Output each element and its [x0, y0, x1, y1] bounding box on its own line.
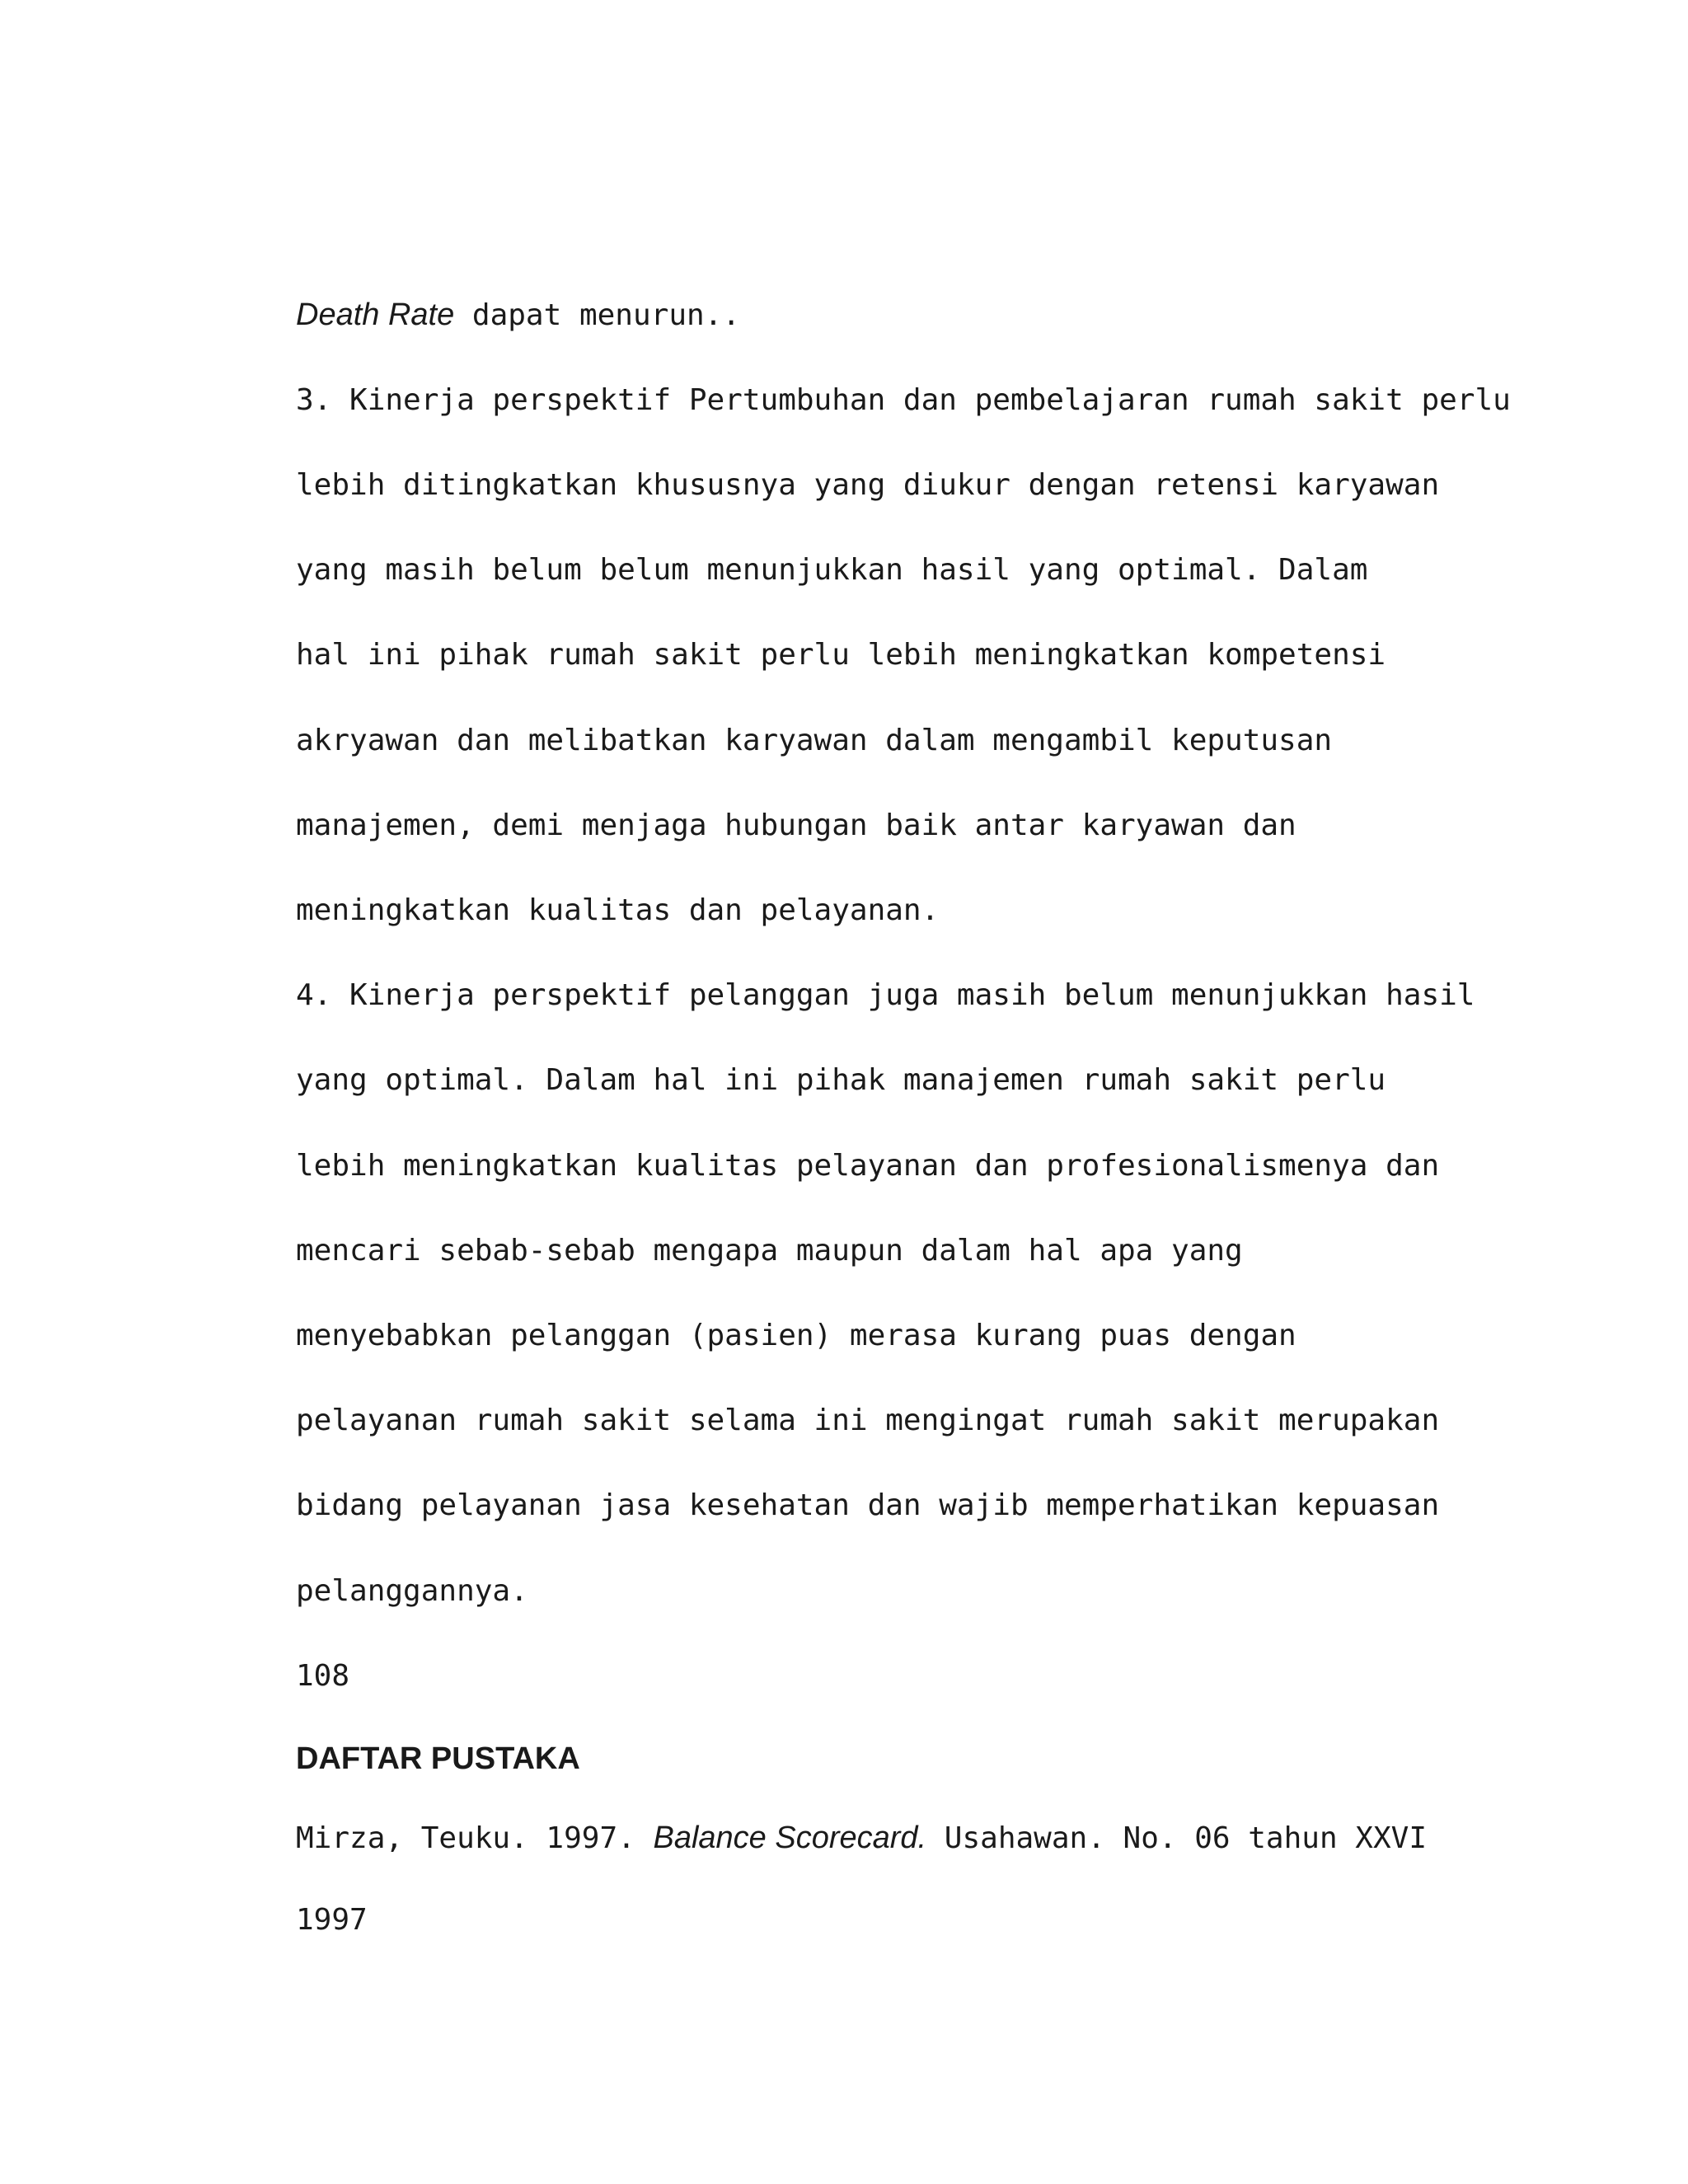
paragraph-line: lebih meningkatkan kualitas pelayanan dan profesionalismenya dan — [296, 1149, 1440, 1183]
paragraph-line: mencari sebab-sebab mengapa maupun dalam hal apa yang — [296, 1234, 1243, 1268]
paragraph-line: bidang pelayanan jasa kesehatan dan wajib memperhatikan kepuasan — [296, 1488, 1440, 1522]
reference-continuation: 1997 — [296, 1903, 368, 1937]
reference-entry — [296, 1818, 1427, 1858]
paragraph-line: 4. Kinerja perspektif pelanggan juga masih belum menunjukkan hasil — [296, 978, 1475, 1012]
references-heading: DAFTAR PUSTAKA — [296, 1741, 580, 1776]
paragraph-line: manajemen, demi menjaga hubungan baik antar karyawan dan — [296, 808, 1296, 842]
paragraph-line: meningkatkan kualitas dan pelayanan. — [296, 893, 940, 927]
paragraph-line: pelayanan rumah sakit selama ini mengingat rumah sakit merupakan — [296, 1404, 1440, 1437]
reference-author: Mirza, Teuku. 1997. — [296, 1821, 654, 1855]
paragraph-line: pelanggannya. — [296, 1574, 528, 1608]
paragraph-line: lebih ditingkatkan khususnya yang diukur dengan retensi karyawan — [296, 468, 1440, 502]
paragraph-line: yang optimal. Dalam hal ini pihak manajemen rumah sakit perlu — [296, 1063, 1386, 1097]
paragraph-line: hal ini pihak rumah sakit perlu lebih meningkatkan kompetensi — [296, 638, 1386, 672]
paragraph-line: 3. Kinerja perspektif Pertumbuhan dan pembelajaran rumah sakit perlu — [296, 383, 1511, 417]
reference-title: Balance Scorecard. — [653, 1821, 927, 1855]
paragraph-line: yang masih belum belum menunjukkan hasil yang optimal. Dalam — [296, 553, 1368, 587]
page-number: 108 — [296, 1659, 350, 1693]
paragraph-line — [296, 295, 740, 335]
line-text: dapat menurun.. — [454, 298, 741, 332]
paragraph-line: akryawan dan melibatkan karyawan dalam mengambil keputusan — [296, 724, 1333, 757]
reference-source: Usahawan. No. 06 tahun XXVI — [926, 1821, 1427, 1855]
paragraph-line: menyebabkan pelanggan (pasien) merasa kurang puas dengan — [296, 1319, 1296, 1352]
italic-term: Death Rate — [296, 298, 455, 332]
